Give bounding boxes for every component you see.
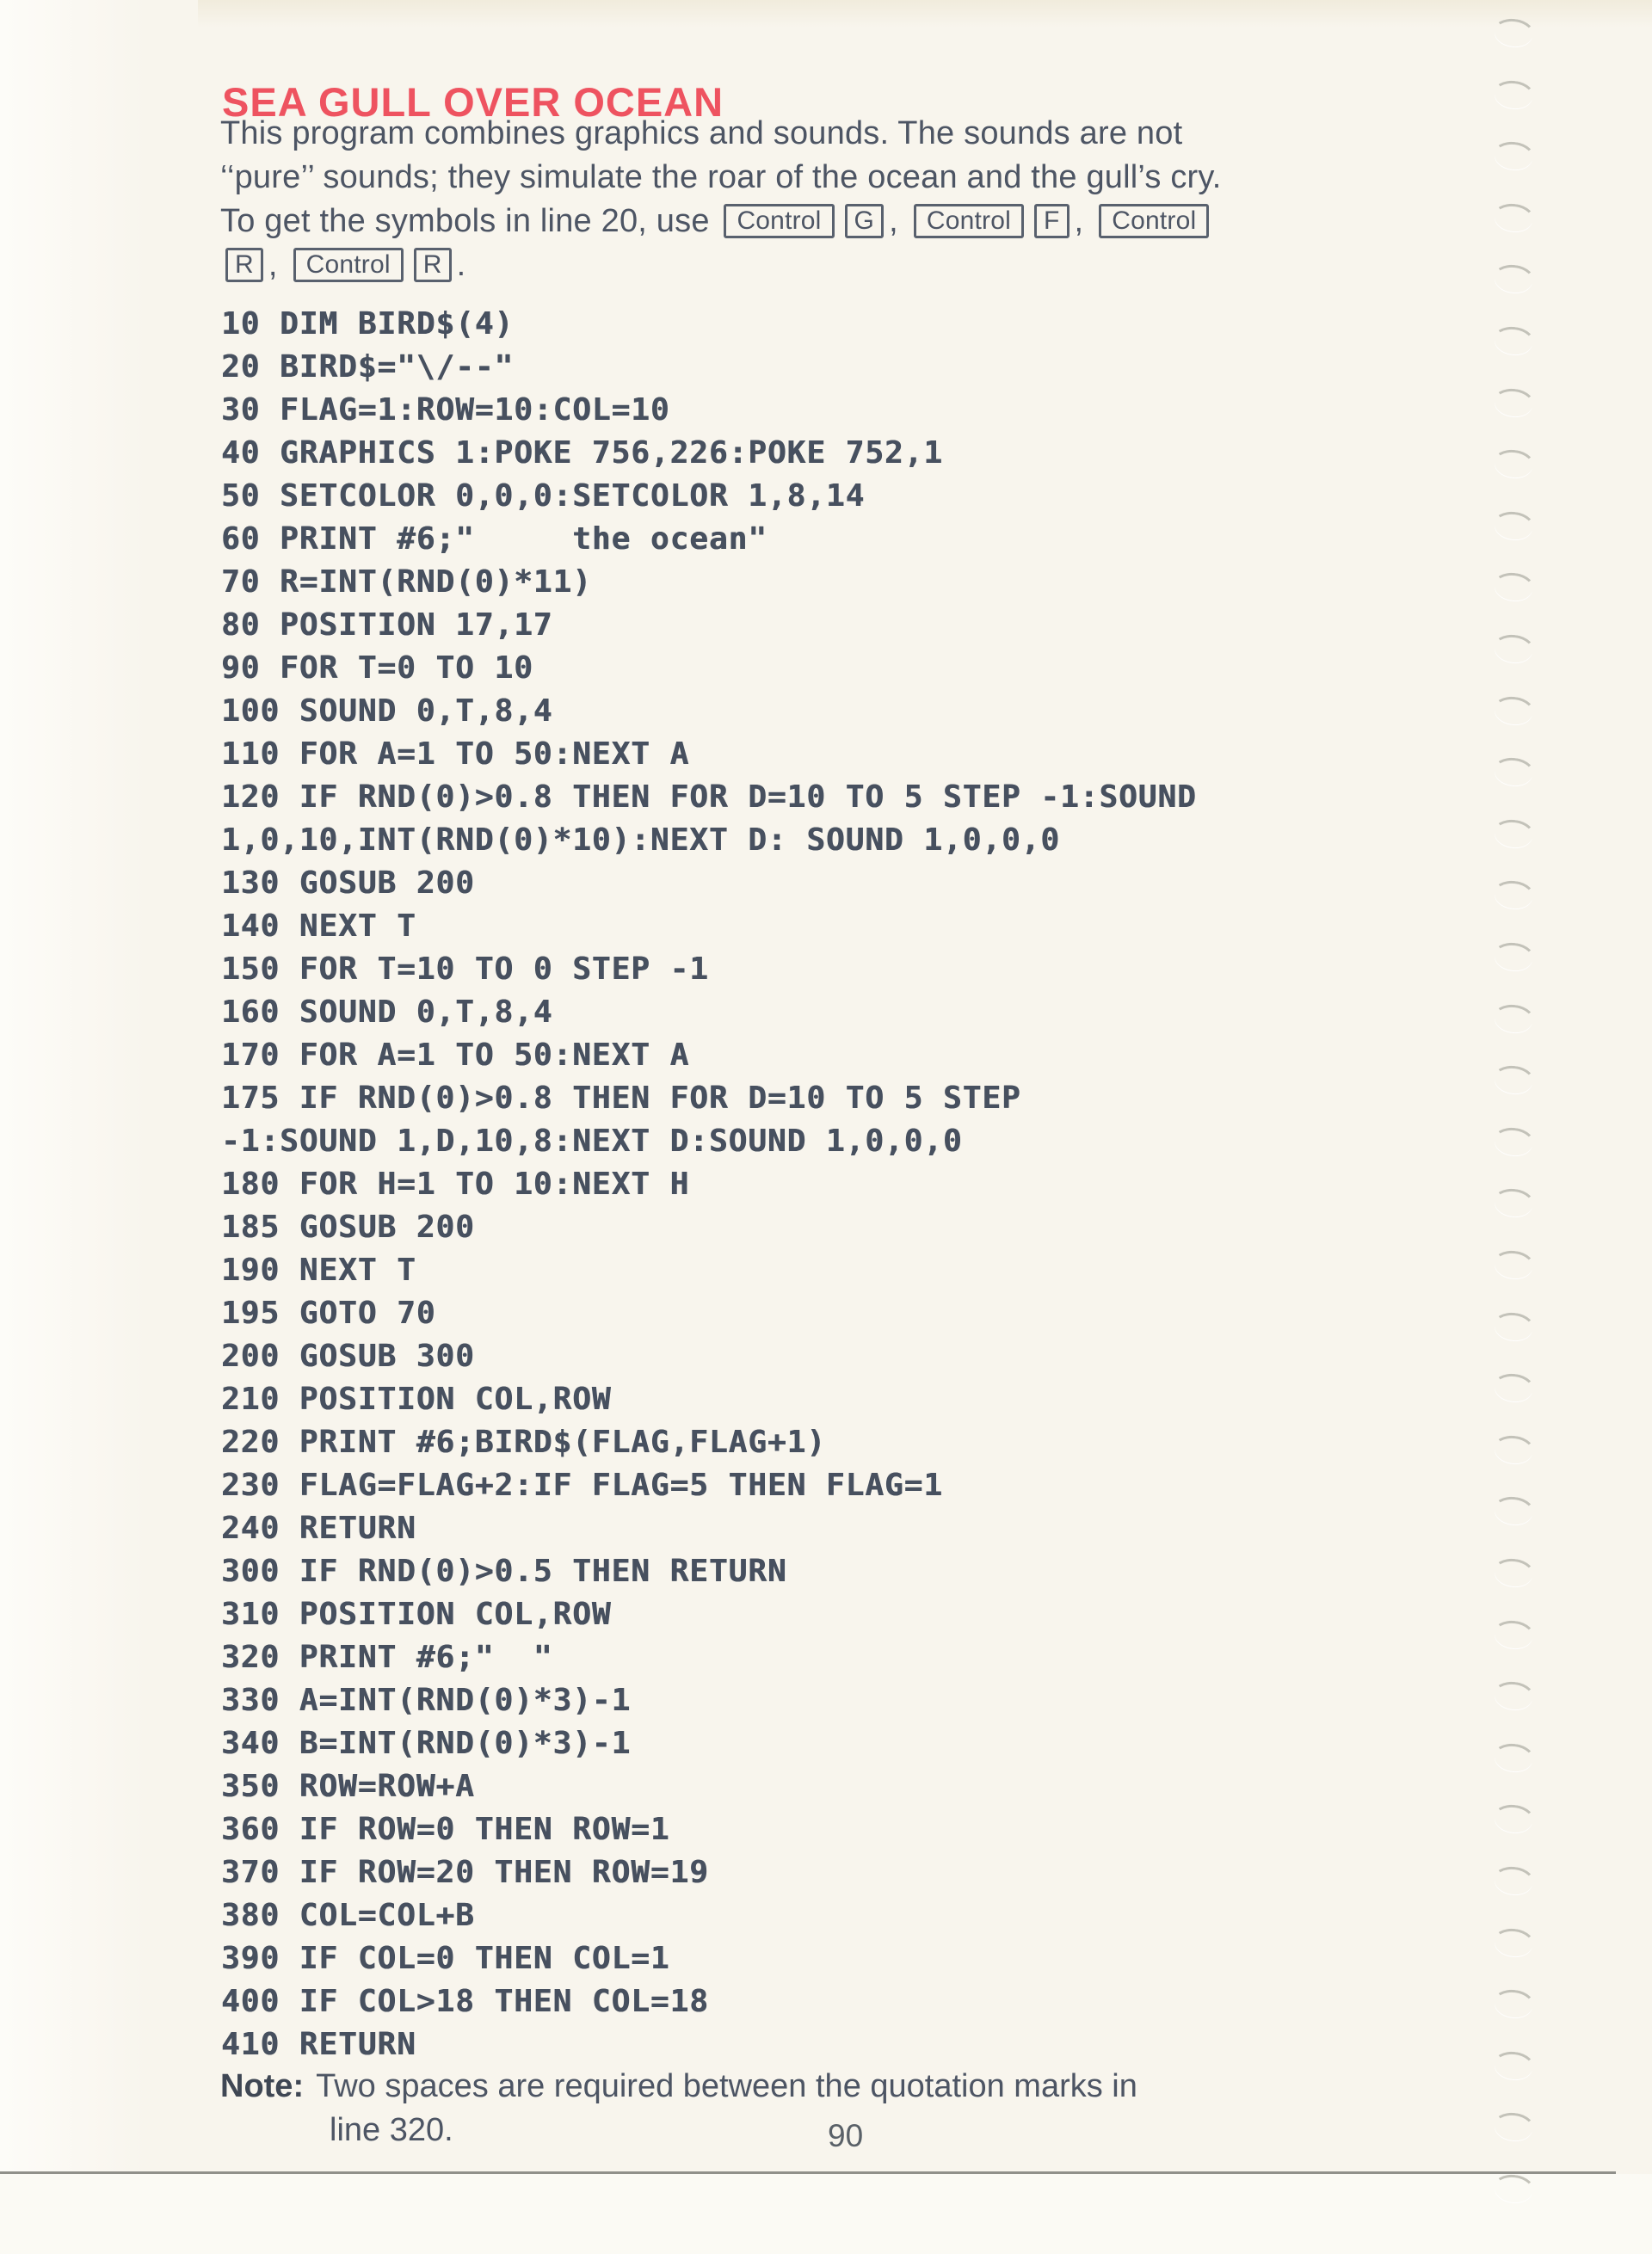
intro-line-4 xyxy=(220,243,1425,287)
code-line: 390 IF COL=0 THEN COL=1 xyxy=(221,1941,670,1976)
binding-mark-icon xyxy=(1490,386,1537,422)
code-listing xyxy=(221,303,1197,2066)
keycap-r: R xyxy=(225,248,263,282)
separator-comma: , xyxy=(889,203,898,239)
binding-mark-icon xyxy=(1490,1556,1537,1592)
keycap-control: Control xyxy=(724,204,834,238)
binding-mark-icon xyxy=(1490,632,1537,668)
code-line: 70 R=INT(RND(0)*11) xyxy=(221,564,592,600)
binding-mark-icon xyxy=(1490,1125,1537,1161)
code-line: 180 FOR H=1 TO 10:NEXT H xyxy=(221,1167,690,1202)
code-line: 380 COL=COL+B xyxy=(221,1898,475,1933)
code-line: 110 FOR A=1 TO 50:NEXT A xyxy=(221,736,690,772)
binding-mark-icon xyxy=(1490,139,1537,176)
binding-mark-icon xyxy=(1490,1248,1537,1284)
code-line: 400 IF COL>18 THEN COL=18 xyxy=(221,1984,709,2019)
code-line: 120 IF RND(0)>0.8 THEN FOR D=10 TO 5 STEP -1:SOUND xyxy=(221,779,1197,815)
code-line: -1:SOUND 1,D,10,8:NEXT D:SOUND 1,0,0,0 xyxy=(221,1124,963,1159)
code-line: 100 SOUND 0,T,8,4 xyxy=(221,693,553,729)
keycap-control: Control xyxy=(293,248,404,282)
note-line-1 xyxy=(220,2065,1339,2109)
binding-mark-icon xyxy=(1490,570,1537,607)
binding-mark-icon xyxy=(1490,1926,1537,1962)
binding-mark-icon xyxy=(1490,324,1537,360)
intro-line-2: ‘‘pure’’ sounds; they simulate the roar of the ocean and the gull’s cry. xyxy=(220,159,1222,195)
note xyxy=(220,2065,1339,2152)
binding-mark-icon xyxy=(1490,1618,1537,1654)
binding-mark-icon xyxy=(1490,1063,1537,1099)
keycap-r: R xyxy=(414,248,452,282)
code-line: 300 IF RND(0)>0.5 THEN RETURN xyxy=(221,1554,787,1589)
note-line-2: line 320. xyxy=(330,2112,453,2148)
code-line: 130 GOSUB 200 xyxy=(221,865,475,901)
binding-mark-icon xyxy=(1490,509,1537,545)
keycap-control: Control xyxy=(914,204,1024,238)
code-line: 210 POSITION COL,ROW xyxy=(221,1382,612,1417)
binding-mark-icon xyxy=(1490,1802,1537,1838)
binding-mark-icon xyxy=(1490,262,1537,299)
scanner-background xyxy=(0,2174,1652,2254)
binding-mark-icon xyxy=(1490,878,1537,915)
keycap-f: F xyxy=(1034,204,1069,238)
separator-period: . xyxy=(456,247,466,283)
binding-mark-icon xyxy=(1490,2049,1537,2085)
code-line: 310 POSITION COL,ROW xyxy=(221,1597,612,1632)
code-line: 195 GOTO 70 xyxy=(221,1296,436,1331)
code-line: 170 FOR A=1 TO 50:NEXT A xyxy=(221,1038,690,1073)
binding-mark-icon xyxy=(1490,1741,1537,1777)
note-label: Note: xyxy=(220,2068,305,2104)
binding-mark-icon xyxy=(1490,201,1537,237)
intro-line-1: This program combines graphics and sounds. The sounds are not xyxy=(220,115,1183,151)
code-line: 20 BIRD$="\/--" xyxy=(221,349,515,385)
code-line: 140 NEXT T xyxy=(221,908,416,944)
code-line: 350 ROW=ROW+A xyxy=(221,1769,475,1804)
code-line: 1,0,10,INT(RND(0)*10):NEXT D: SOUND 1,0,0,0 xyxy=(221,822,1060,858)
binding-mark-icon xyxy=(1490,817,1537,853)
code-line: 40 GRAPHICS 1:POKE 756,226:POKE 752,1 xyxy=(221,435,943,471)
code-line: 340 B=INT(RND(0)*3)-1 xyxy=(221,1726,632,1761)
code-line: 230 FLAG=FLAG+2:IF FLAG=5 THEN FLAG=1 xyxy=(221,1468,943,1503)
binding-mark-icon xyxy=(1490,1494,1537,1530)
keycap-g: G xyxy=(845,204,885,238)
page-number: 90 xyxy=(828,2118,864,2153)
intro-paragraph xyxy=(220,112,1425,287)
intro-line-3 xyxy=(220,200,1425,243)
binding-mark-icon xyxy=(1490,755,1537,791)
code-line: 30 FLAG=1:ROW=10:COL=10 xyxy=(221,392,670,428)
code-line: 90 FOR T=0 TO 10 xyxy=(221,650,533,686)
binding-mark-icon xyxy=(1490,694,1537,730)
binding-mark-icon xyxy=(1490,1987,1537,2023)
binding-mark-icon xyxy=(1490,1679,1537,1715)
intro-line-3-text: To get the symbols in line 20, use xyxy=(220,203,719,239)
code-line: 330 A=INT(RND(0)*3)-1 xyxy=(221,1683,632,1718)
code-line: 185 GOSUB 200 xyxy=(221,1210,475,1245)
separator-comma: , xyxy=(268,247,278,283)
binding-mark-icon xyxy=(1490,1310,1537,1346)
code-line: 60 PRINT #6;" the ocean" xyxy=(221,521,767,557)
scan-top-shadow xyxy=(198,0,1652,28)
code-line: 150 FOR T=10 TO 0 STEP -1 xyxy=(221,951,709,987)
binding-mark-icon xyxy=(1490,1371,1537,1407)
code-line: 220 PRINT #6;BIRD$(FLAG,FLAG+1) xyxy=(221,1425,826,1460)
code-line: 360 IF ROW=0 THEN ROW=1 xyxy=(221,1812,670,1847)
code-line: 410 RETURN xyxy=(221,2027,416,2062)
binding-mark-icon xyxy=(1490,78,1537,114)
binding-mark-icon xyxy=(1490,1002,1537,1038)
binding-mark-icon xyxy=(1490,1864,1537,1900)
code-line: 190 NEXT T xyxy=(221,1253,416,1288)
code-line: 80 POSITION 17,17 xyxy=(221,607,553,643)
page-title: SEA GULL OVER OCEAN xyxy=(222,79,724,126)
code-line: 370 IF ROW=20 THEN ROW=19 xyxy=(221,1855,709,1890)
binding-mark-icon xyxy=(1490,2110,1537,2146)
keycap-control: Control xyxy=(1099,204,1209,238)
code-line: 200 GOSUB 300 xyxy=(221,1339,475,1374)
note-text-1: Two spaces are required between the quotation marks in xyxy=(316,2068,1137,2104)
scan-left-highlight xyxy=(0,0,146,2254)
code-line: 240 RETURN xyxy=(221,1511,416,1546)
binding-mark-icon xyxy=(1490,940,1537,976)
code-line: 50 SETCOLOR 0,0,0:SETCOLOR 1,8,14 xyxy=(221,478,866,514)
code-line: 10 DIM BIRD$(4) xyxy=(221,306,515,342)
binding-mark-icon xyxy=(1490,1186,1537,1222)
binding-mark-icon xyxy=(1490,447,1537,483)
binding-mark-icon xyxy=(1490,1433,1537,1469)
separator-comma: , xyxy=(1074,203,1084,239)
code-line: 175 IF RND(0)>0.8 THEN FOR D=10 TO 5 STEP xyxy=(221,1081,1021,1116)
code-line: 160 SOUND 0,T,8,4 xyxy=(221,995,553,1030)
code-line: 320 PRINT #6;" " xyxy=(221,1640,553,1675)
